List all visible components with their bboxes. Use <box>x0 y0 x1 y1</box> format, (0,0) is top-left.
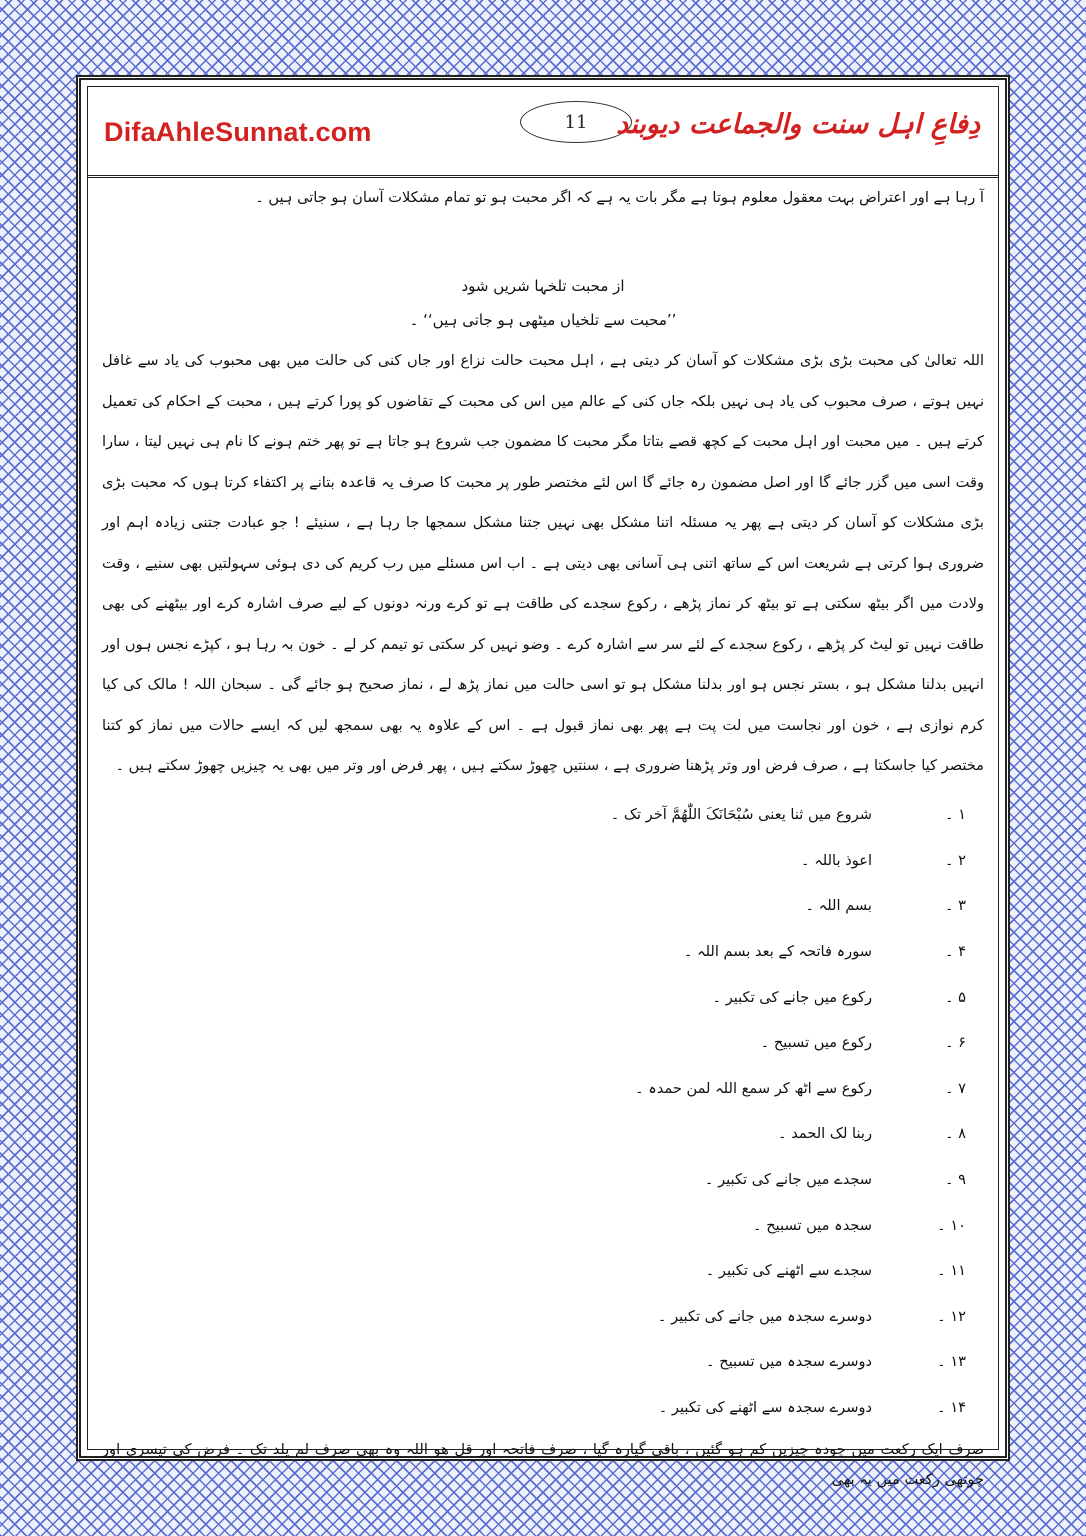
list-item <box>102 929 984 975</box>
list-item <box>102 1066 984 1112</box>
page-frame <box>76 75 1010 1488</box>
verse-translation: ’’محبت سے تلخیاں میٹھی ہو جاتی ہیں‘‘ ۔ <box>409 311 677 329</box>
item-number: ۱۲ ۔ <box>937 1307 966 1325</box>
item-text: رکوع سے اٹھ کر سمع اللہ لمن حمدہ ۔ <box>635 1079 872 1097</box>
list-item <box>102 975 984 1021</box>
list-item <box>102 1112 984 1158</box>
item-number: ۵ ۔ <box>944 988 966 1006</box>
list-item <box>102 1248 984 1294</box>
item-text: سجدے میں جانے کی تکبیر ۔ <box>704 1171 872 1189</box>
list-item <box>102 1203 984 1249</box>
page-content <box>102 183 984 1495</box>
item-text: دوسرے سجدہ میں تسبیح ۔ <box>706 1353 872 1371</box>
list-item <box>102 1294 984 1340</box>
item-number: ۳ ۔ <box>944 897 966 915</box>
item-number: ۴ ۔ <box>944 943 966 961</box>
item-number: ۱ ۔ <box>944 806 966 824</box>
item-text: دوسرے سجدہ سے اٹھنے کی تکبیر ۔ <box>658 1399 872 1417</box>
item-text: شروع میں ثنا یعنی سُبْحَانَکَ اللّٰھُمَّ آخر تک ۔ <box>610 806 872 824</box>
item-number: ۱۱ ۔ <box>937 1262 966 1280</box>
main-paragraph: اللہ تعالیٰ کی محبت بڑی بڑی مشکلات کو آسان کر دیتی ہے ، اہل محبت حالت نزاع اور جاں کنی کی حالت میں بھی محبوب کی یاد سے غافل نہیں ہوتے ، صرف محبوب کی یاد ہی نہیں بلکہ جاں کنی کے عالم میں اس کی محبت کے تقاضوں کو پورا کرتے ہیں ، محبت کے احکام کی تعمیل کرتے ہیں ۔ میں محبت اور اہل محبت کے کچھ قصے بتاتا مگر محبت کا مضمون جب شروع ہو جاتا ہے تو پھر ختم ہونے کا نام ہی نہیں لیتا ، سارا وقت اسی میں گزر جائے گا اور اصل مضمون رہ جائے گا اس لئے مختصر طور پر محبت کا صرف یہ قاعدہ بتانے پر اکتفاء کرتا ہوں کہ محبت بڑی بڑی مشکلات کو آسان کر دیتی ہے پھر یہ مسئلہ اتنا مشکل بھی نہیں جتنا مشکل سمجھا جا رہا ہے ، سنیئے ! جو عبادت جتنی زیادہ اہم اور ضروری ہوا کرتی ہے شریعت اس کے ساتھ اتنی ہی آسانی بھی دیتی ہے ۔ اب اس مسئلے میں رب کریم کی دی ہوئی سہولتیں بھی سنیے ، وقت ولادت میں اگر بیٹھ سکتی ہے تو بیٹھ کر نماز پڑھے ، رکوع سجدے کی طاقت ہے تو کرے ورنہ دونوں کے لیے صرف اشارہ کرے اور بیٹھنے کی بھی طاقت نہیں تو لیٹ کر پڑھے ، رکوع سجدے کے لئے سر سے اشارہ کرے ۔ وضو نہیں کر سکتی تو تیمم کر لے ۔ خون بہ رہا ہو ، کپڑے نجس ہوں اور انہیں بدلنا مشکل ہو ، بستر نجس ہو اور بدلنا مشکل ہو تو اسی حالت میں نماز پڑھ لے ، نماز صحیح ہو جائے گی ۔ سبحان اللہ ! مالک کی کیا کرم نوازی ہے ، خون اور نجاست میں لت پت ہے پھر بھی نماز قبول ہے ۔ اس کے علاوہ یہ بھی سمجھ لیں کہ ایسے حالات میں نماز کو کتنا مختصر کیا جاسکتا ہے ، صرف فرض اور وتر پڑھنا ضروری ہے ، سنتیں چھوڑ سکتے ہیں ، پھر فرض اور وتر میں بھی یہ چیزیں چھوڑ سکتے ہیں ۔ <box>102 352 984 774</box>
item-text: ربنا لک الحمد ۔ <box>778 1125 872 1143</box>
item-number: ۶ ۔ <box>944 1034 966 1052</box>
item-number: ۱۰ ۔ <box>937 1216 966 1234</box>
item-text: دوسرے سجدہ میں جانے کی تکبیر ۔ <box>657 1307 872 1325</box>
site-url[interactable]: DifaAhleSunnat.com <box>104 117 372 147</box>
item-text: سورہ فاتحہ کے بعد بسم اللہ ۔ <box>683 943 872 961</box>
item-text: اعوذ باللہ ۔ <box>801 851 872 869</box>
closing-paragraph: صرف ایک رکعت میں چودہ چیزیں کم ہو گئیں ، باقی گیارہ گیا ، صرف فاتحہ اور قل ھو اللہ وہ بھی صرف لم یلد تک ۔ فرض کی تیسری اور چوتھی رکعت میں یہ بھی <box>102 1440 984 1488</box>
item-number: ۱۳ ۔ <box>937 1353 966 1371</box>
item-number: ۸ ۔ <box>944 1125 966 1143</box>
page-header <box>88 87 998 178</box>
item-text: بسم اللہ ۔ <box>805 897 872 915</box>
item-text: رکوع میں جانے کی تکبیر ۔ <box>712 988 872 1006</box>
list-item <box>102 1157 984 1203</box>
list-item <box>102 1020 984 1066</box>
brand-title: دِفاعِ اہل سنت والجماعت دیوبند <box>616 109 980 140</box>
page-number: 11 <box>520 101 632 143</box>
item-text: رکوع میں تسبیح ۔ <box>760 1034 872 1052</box>
list-item <box>102 884 984 930</box>
list-item <box>102 1385 984 1431</box>
list-item <box>102 1340 984 1386</box>
item-number: ۹ ۔ <box>944 1171 966 1189</box>
page-inner-frame <box>87 86 999 1488</box>
item-text: سجدہ میں تسبیح ۔ <box>753 1216 872 1234</box>
item-text: سجدے سے اٹھنے کی تکبیر ۔ <box>705 1262 872 1280</box>
item-number: ۱۴ ۔ <box>937 1399 966 1417</box>
intro-paragraph: آ رہا ہے اور اعتراض بہت معقول معلوم ہوتا ہے مگر بات یہ ہے کہ اگر محبت ہو تو تمام مشکلات آسان ہو جاتی ہیں ۔ <box>255 189 984 206</box>
list-item <box>102 838 984 884</box>
omissions-list <box>102 793 984 1431</box>
list-item <box>102 793 984 839</box>
item-number: ۷ ۔ <box>944 1079 966 1097</box>
item-number: ۲ ۔ <box>944 851 966 869</box>
persian-verse: از محبت تلخہا شریں شود <box>461 277 625 295</box>
